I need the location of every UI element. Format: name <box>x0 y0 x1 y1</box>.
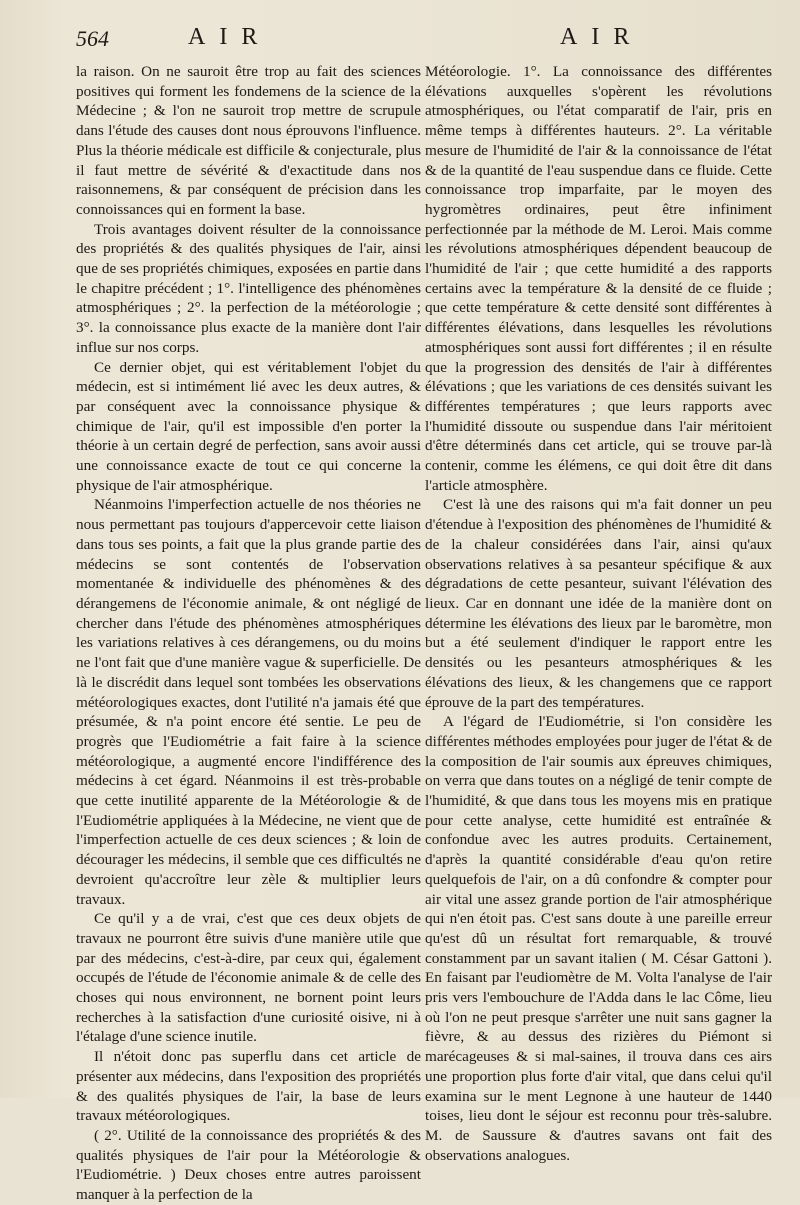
paragraph: A l'égard de l'Eudiométrie, si l'on considère les différentes méthodes employées pour juger de l'état & de la composition de l'air soumis aux épreuves chimiques, on verra que dans toutes on a négligé de tenir compte de l'humidité, & que dans tous les moyens mis en pratique pour cette analyse, cette humidité est entraînée & confondue avec les autres produits. Certainement, d'après la quantité considérable d'eau qu'on retire quelquefois de l'air, on a dû confondre & compter pour air vital une assez grande portion de l'air atmosphérique qui n'en étoit pas. C'est sans doute à une pareille erreur qu'est dû un résultat fort remarquable, & trouvé constamment par un savant italien ( M. César Gattoni ). En faisant par l'eudiomètre de M. Volta l'analyse de l'air pris vers l'embouchure de l'Adda dans le lac Côme, lieu où l'on ne peut presque s'arrêter une nuit sans gagner la fièvre, & au dessus des rizières du Piémont si marécageuses & si mal-saines, il trouva dans ces airs une proportion plus forte d'air vital, que dans celui qu'il examina sur le ment Legnone à une hauteur de 1440 toises, lieu dont le séjour est reconnu pour très-salubre. M. de Saussure & d'autres savans ont fait des observations analogues. <box>425 713 772 1164</box>
running-head-right: AIR <box>560 24 644 50</box>
paragraph: la raison. On ne sauroit être trop au fait des sciences positives qui forment les fondemens de la science de la Médecine ; & l'on ne sauroit trop mettre de scrupule dans l'étude des causes dont nous éprouvons l'influence. Plus la théorie médicale est difficile & conjecturale, plus il faut mettre de sévérité & d'exactitude dans nos raisonnemens, & par conséquent de précision dans les connoissances qui en forment la base. <box>76 63 421 218</box>
running-head-left: AIR <box>188 24 272 50</box>
page-number: 564 <box>76 26 109 51</box>
right-column <box>425 62 772 1165</box>
paragraph: C'est là une des raisons qui m'a fait donner un peu d'étendue à l'exposition des phénomènes de l'humidité & de la chaleur considérées dans l'air, ainsi qu'aux observations relatives à sa pesanteur spécifique & aux dégradations de cette pesanteur, suivant l'élévation des lieux. Car en donnant une idée de la manière dont on détermine les élévations des lieux par le baromètre, mon but a été seulement d'indiquer le rapport entre les densités ou les pesanteurs atmosphériques & les élévations des lieux, & les changemens que ce rapport éprouve de la part des températures. <box>425 496 772 711</box>
left-column <box>76 62 421 1205</box>
paragraph: Ce dernier objet, qui est véritablement l'objet du médecin, est si intimément lié avec les deux autres, & par conséquent avec la connoissance physique & chimique de l'air, qu'il est impossible d'en porter la théorie à un certain degré de perfection, sans avoir aussi une connoissance exacte de tout ce qui concerne la physique de l'air atmosphérique. <box>76 358 421 494</box>
paragraph: Météorologie. 1°. La connoissance des différentes élévations auxquelles s'opèrent les révolutions atmosphériques, ou l'état comparatif de l'air, pris en même temps à différentes hauteurs. 2°. La véritable mesure de l'humidité de l'air & la connoissance de l'état & de la quantité de l'eau suspendue dans ce fluide. Cette connoissance trop imparfaite, par le moyen des hygromètres ordinaires, peut être infiniment perfectionnée par la méthode de M. Leroi. Mais comme les révolutions atmosphériques dépendent beaucoup de l'humidité de l'air ; que cette humidité a des rapports certains avec la température & la densité de ce fluide ; que cette température & cette densité sont différentes à différentes élévations, dans lesquelles les révolutions atmosphériques sont aussi fort différentes ; il en résulte que la progression des densités de l'air à différentes élévations ; que les variations de ces densités suivant les différentes températures ; que leurs rapports avec l'humidité dissoute ou suspendue dans l'air méritoient d'être déterminés dans cet article, qui se trouve par-là contenir, comme les élémens, ce qui doit être dit dans l'article atmosphère. <box>425 63 772 494</box>
paragraph: Ce qu'il y a de vrai, c'est que ces deux objets de travaux ne pourront être suivis d'une manière utile que par des médecins, c'est-à-dire, par ceux qui, également occupés de l'étude de l'économie animale & de celle des choses qui nous environnent, ne bornent point leurs recherches à la satisfaction d'une curiosité oisive, ni à l'étalage d'une science inutile. <box>76 910 421 1046</box>
paragraph: ( 2°. Utilité de la connoissance des propriétés & des qualités physiques de l'air pour la Météorologie & l'Eudiométrie. ) Deux choses entre autres paroissent manquer à la perfection de la <box>76 1126 421 1204</box>
paragraph: Néanmoins l'imperfection actuelle de nos théories ne nous permettant pas toujours d'appercevoir cette liaison dans tous ses points, a fait que la plus grande partie des médecins se sont contentés de l'observation momentanée & individuelle des phénomènes & des dérangemens de l'économie animale, & ont négligé de chercher dans l'étude des phénomènes atmosphériques les variations relatives à ces dérangemens, ou du moins ne l'ont fait que d'une manière vague & superficielle. De là le discrédit dans lequel sont tombées les observations météorologiques exactes, dont l'utilité n'a jamais été que présumée, & n'a point encore été sentie. Le peu de progrès que l'Eudiométrie a fait faire à la science météorologique, a augmenté encore l'indifférence des médecins à cet égard. Néanmoins il est très-probable que cette inutilité apparente de la Météorologie & de l'Eudiométrie appliquées à la Médecine, ne vient que de l'imperfection actuelle de ces deux sciences ; & loin de décourager les médecins, il semble que ces difficultés ne devroient qu'accroître leur zèle & multiplier leurs travaux. <box>76 496 421 908</box>
paragraph: Il n'étoit donc pas superflu dans cet article de présenter aux médecins, dans l'exposition des propriétés & des qualités physiques de l'air, la base de leurs travaux météorologiques. <box>76 1048 421 1125</box>
paragraph: Trois avantages doivent résulter de la connoissance des propriétés & des qualités physiques de l'air, ainsi que de ses propriétés chimiques, exposées en partie dans le chapitre précédent ; 1°. l'intelligence des phénomènes atmosphériques ; 2°. la perfection de la météorologie ; 3°. la connoissance plus exacte de la manière dont l'air influe sur nos corps. <box>76 220 421 356</box>
